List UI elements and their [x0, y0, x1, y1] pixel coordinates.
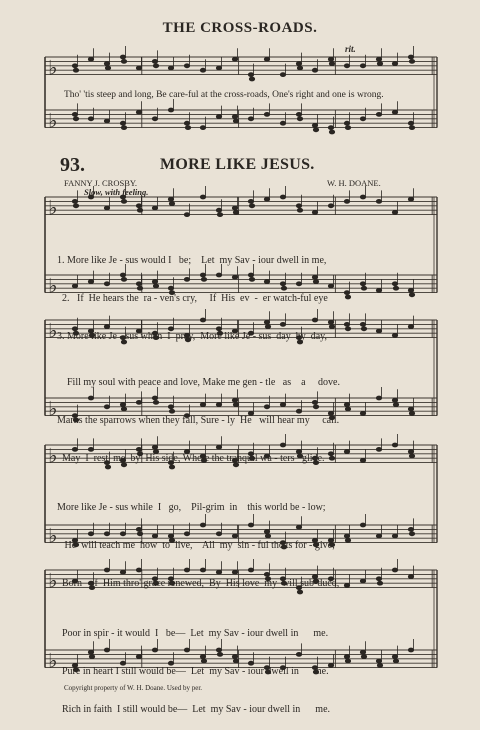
- note-head: [121, 126, 126, 130]
- note-head: [328, 57, 333, 61]
- lyric-line: Pure in heart I still would be— Let my Sav - iour dwell in me.: [57, 665, 329, 677]
- note-head: [249, 77, 254, 81]
- note-head: [344, 450, 349, 454]
- note-head: [168, 66, 173, 70]
- note-head: [328, 284, 333, 288]
- note-head: [168, 197, 173, 201]
- note-head: [153, 64, 158, 68]
- note-head: [216, 208, 221, 212]
- lyric-line: Marks the sparrows when they fall, Sure - ly He will hear my call.: [57, 414, 340, 426]
- clef-icon: ♭: [48, 108, 58, 133]
- note-head: [345, 295, 350, 299]
- note-head: [392, 110, 397, 114]
- note-head: [344, 403, 349, 407]
- note-head: [408, 121, 413, 125]
- note-head: [376, 289, 381, 293]
- note-head: [328, 204, 333, 208]
- note-head: [297, 66, 302, 70]
- note-head: [376, 113, 381, 117]
- note-head: [136, 66, 141, 70]
- note-head: [376, 659, 381, 663]
- note-head: [329, 130, 334, 134]
- note-head: [345, 539, 350, 543]
- note-head: [361, 286, 366, 290]
- tempo-marking: Slow, with feeling.: [84, 187, 149, 197]
- note-head: [328, 320, 333, 324]
- note-head: [393, 659, 398, 663]
- note-head: [296, 62, 301, 66]
- note-head: [296, 113, 301, 117]
- lyric-line: Rich in faith I still would be— Let my Sav - iour dwell in me.: [57, 704, 331, 716]
- note-head: [360, 412, 365, 416]
- note-head: [137, 208, 142, 212]
- previous-hymn-title: THE CROSS-ROADS.: [162, 20, 318, 36]
- note-head: [393, 403, 398, 407]
- note-head: [409, 532, 414, 536]
- note-head: [360, 523, 365, 527]
- note-head: [217, 213, 222, 217]
- note-head: [344, 200, 349, 204]
- note-head: [120, 55, 125, 59]
- note-head: [344, 121, 349, 125]
- note-head: [152, 206, 157, 210]
- note-head: [408, 289, 413, 293]
- note-head: [376, 577, 381, 581]
- note-head: [136, 110, 141, 114]
- note-head: [104, 119, 109, 123]
- note-head: [392, 443, 397, 447]
- note-head: [345, 407, 350, 411]
- previous-hymn-lyric: Tho' 'tis steep and long, Be care-ful at the cross-roads, One's right and one is wrong.: [64, 90, 384, 100]
- note-head: [360, 64, 365, 68]
- note-head: [73, 68, 78, 72]
- lyric-line: 1. More like Je - sus would I be; Let my Sav - iour dwell in me,: [57, 254, 327, 266]
- note-head: [329, 62, 334, 66]
- note-head: [136, 204, 141, 208]
- note-head: [376, 396, 381, 400]
- note-head: [280, 73, 285, 77]
- note-head: [312, 68, 317, 72]
- note-head: [152, 117, 157, 121]
- note-head: [264, 57, 269, 61]
- note-head: [216, 66, 221, 70]
- note-head: [200, 126, 205, 130]
- note-head: [232, 57, 237, 61]
- note-head: [168, 108, 173, 112]
- clef-icon: ♭: [48, 523, 58, 548]
- note-head: [184, 121, 189, 125]
- note-head: [408, 450, 413, 454]
- note-head: [312, 211, 317, 215]
- note-head: [344, 323, 349, 327]
- hymn-title: MORE LIKE JESUS.: [160, 156, 315, 173]
- note-head: [232, 206, 237, 210]
- note-head: [392, 62, 397, 66]
- note-head: [376, 57, 381, 61]
- note-head: [72, 200, 77, 204]
- note-head: [408, 575, 413, 579]
- note-head: [344, 655, 349, 659]
- note-head: [376, 329, 381, 333]
- note-head: [121, 60, 126, 64]
- note-head: [345, 659, 350, 663]
- note-head: [233, 119, 238, 123]
- note-head: [360, 195, 365, 199]
- note-head: [409, 454, 414, 458]
- note-head: [232, 115, 237, 119]
- note-head: [360, 459, 365, 463]
- note-head: [377, 664, 382, 668]
- clef-icon: ♭: [48, 443, 58, 468]
- note-head: [408, 407, 413, 411]
- lyrics-system-2: [57, 351, 340, 479]
- note-head: [361, 327, 366, 331]
- hymn-number: 93.: [60, 154, 85, 176]
- note-head: [392, 211, 397, 215]
- lyric-line: Fill my soul with peace and love, Make me gen - tle as a dove.: [57, 376, 340, 388]
- note-head: [392, 568, 397, 572]
- note-head: [377, 62, 382, 66]
- note-head: [408, 55, 413, 59]
- lyrics-system-4: [57, 602, 330, 730]
- ritardando-mark: rit.: [345, 44, 356, 54]
- note-head: [408, 325, 413, 329]
- note-head: [360, 282, 365, 286]
- note-head: [248, 73, 253, 77]
- note-head: [377, 581, 382, 585]
- note-head: [280, 121, 285, 125]
- note-head: [185, 126, 190, 130]
- note-head: [216, 115, 221, 119]
- note-head: [408, 528, 413, 532]
- note-head: [409, 126, 414, 130]
- note-head: [376, 534, 381, 538]
- clef-icon: ♭: [48, 55, 58, 80]
- note-head: [104, 206, 109, 210]
- note-head: [264, 197, 269, 201]
- note-head: [72, 113, 77, 117]
- note-head: [88, 57, 93, 61]
- note-head: [248, 117, 253, 121]
- note-head: [104, 62, 109, 66]
- lyric-line: Poor in spir - it would I be— Let my Sav - iour dwell in me.: [57, 627, 329, 639]
- note-head: [120, 121, 125, 125]
- note-head: [360, 323, 365, 327]
- note-head: [409, 60, 414, 64]
- note-head: [409, 412, 414, 416]
- note-head: [376, 448, 381, 452]
- lyric-line: He will teach me how to live, All my sin - ful tho'ts for - give;: [57, 539, 335, 551]
- note-head: [409, 293, 414, 297]
- note-head: [280, 195, 285, 199]
- lyric-line: Born of Him thro' grace renewed, By His love my will sub-dued,: [57, 578, 340, 590]
- note-head: [184, 213, 189, 217]
- note-head: [392, 282, 397, 286]
- note-head: [360, 650, 365, 654]
- note-head: [345, 327, 350, 331]
- note-head: [344, 584, 349, 588]
- note-head: [200, 68, 205, 72]
- note-head: [169, 202, 174, 206]
- note-head: [408, 197, 413, 201]
- note-head: [328, 126, 333, 130]
- note-head: [152, 60, 157, 64]
- note-head: [345, 126, 350, 130]
- note-head: [297, 117, 302, 121]
- note-head: [249, 204, 254, 208]
- note-head: [184, 64, 189, 68]
- note-head: [344, 534, 349, 538]
- note-head: [121, 200, 126, 204]
- note-head: [361, 655, 366, 659]
- clef-icon: ♭: [48, 195, 58, 220]
- clef-icon: ♭: [48, 318, 58, 343]
- lyrics-system-3: [57, 476, 339, 604]
- hymn-author: FANNY J. CROSBY.: [64, 178, 138, 188]
- lyric-line: 3. More like Je - sus when I pray, More like Je - sus day by day,: [57, 331, 328, 343]
- hymn-composer: W. H. DOANE.: [327, 178, 381, 188]
- note-head: [297, 208, 302, 212]
- note-head: [344, 291, 349, 295]
- note-head: [312, 124, 317, 128]
- clef-icon: ♭: [48, 396, 58, 421]
- note-head: [73, 117, 78, 121]
- note-head: [360, 117, 365, 121]
- lyrics-system-1: [57, 229, 328, 357]
- lyric-line: More like Je - sus while I go, Pil-grim in this world be - low;: [57, 501, 326, 513]
- copyright-notice: Copyright property of W. H. Doane. Used by per.: [64, 684, 203, 692]
- note-head: [73, 204, 78, 208]
- lyric-line: May I rest me by His side, Where the tranquil wa - ters glide.: [57, 453, 325, 465]
- note-head: [105, 66, 110, 70]
- note-head: [248, 200, 253, 204]
- note-head: [264, 113, 269, 117]
- note-head: [392, 655, 397, 659]
- lyric-line: 2. If He hears the ra - ven's cry, If His ev - er watch-ful eye: [57, 292, 328, 304]
- note-head: [313, 128, 318, 132]
- note-head: [392, 398, 397, 402]
- note-head: [72, 64, 77, 68]
- note-head: [200, 195, 205, 199]
- clef-icon: ♭: [48, 568, 58, 593]
- note-head: [360, 579, 365, 583]
- note-head: [376, 200, 381, 204]
- note-head: [233, 211, 238, 215]
- note-head: [329, 325, 334, 329]
- clef-icon: ♭: [48, 648, 58, 673]
- note-head: [393, 286, 398, 290]
- note-head: [296, 204, 301, 208]
- clef-icon: ♭: [48, 273, 58, 298]
- note-head: [408, 648, 413, 652]
- note-head: [344, 64, 349, 68]
- note-head: [392, 334, 397, 338]
- note-head: [88, 117, 93, 121]
- note-head: [392, 534, 397, 538]
